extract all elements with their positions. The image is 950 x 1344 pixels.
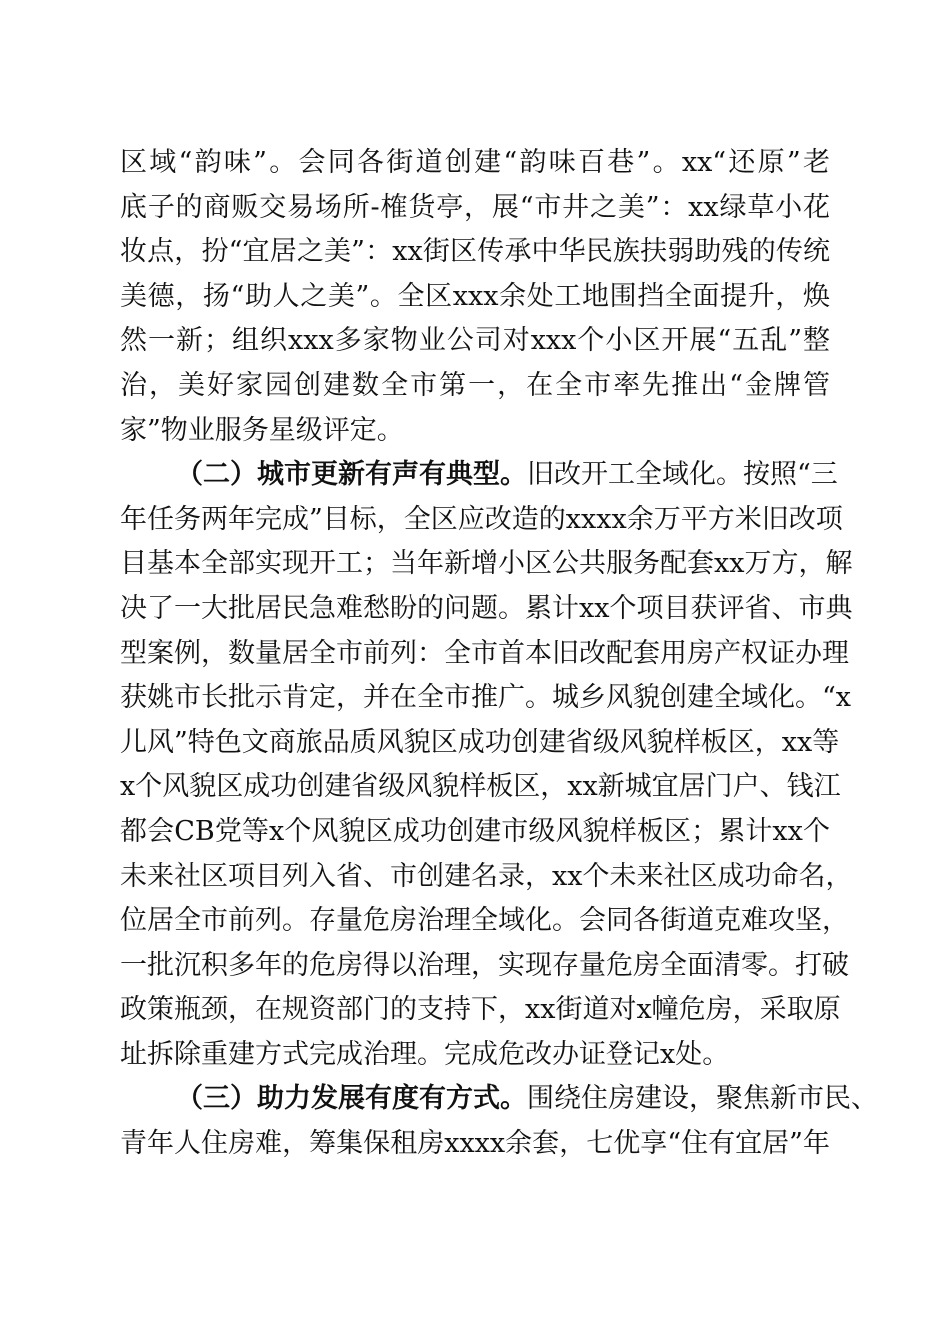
- text-span: 旧改开工全域化。按照“三: [527, 459, 838, 491]
- paragraph-3: [120, 1077, 878, 1166]
- text-line: 政策瓶颈，在规资部门的支持下，xx街道对x幢危房，采取原: [120, 994, 841, 1026]
- text-span: 围绕住房建设，聚焦新市民、: [527, 1083, 878, 1115]
- text-line: 妆点，扮“宜居之美”：xx街区传承中华民族扶弱助残的传统: [120, 236, 830, 268]
- text-line: 都会CB党等x个风貌区成功创建市级风貌样板区；累计xx个: [120, 815, 830, 847]
- text-line: 目基本全部实现开工；当年新增小区公共服务配套xx万方，解: [120, 548, 853, 580]
- text-line: 获姚市长批示肯定，并在全市推广。城乡风貌创建全域化。“x: [120, 682, 852, 714]
- text-line: 型案例，数量居全市前列：全市首本旧改配套用房产权证办理: [120, 637, 849, 669]
- text-line: 区域“韵味”。会同各街道创建“韵味百巷”。xx“还原”老: [120, 147, 830, 178]
- document-page: [120, 141, 878, 1167]
- text-line: 治，美好家园创建数全市第一，在全市率先推出“金牌管: [120, 369, 830, 401]
- text-line: 然一新；组织xxx多家物业公司对xxx个小区开展“五乱”整: [120, 325, 830, 357]
- text-line: 底子的商贩交易场所-榷货亭，展“市井之美”：xx绿草小花: [120, 191, 830, 223]
- paragraph-2: [120, 453, 853, 1077]
- text-line: 位居全市前列。存量危房治理全域化。会同各街道克难攻坚，: [120, 905, 849, 937]
- text-line: 美德，扬“助人之美”。全区xxx余处工地围挡全面提升，焕: [120, 280, 830, 312]
- text-line: 儿风”特色文商旅品质风貌区成功创建省级风貌样板区，xx等: [120, 726, 840, 758]
- text-line: x个风貌区成功创建省级风貌样板区，xx新城宜居门户、钱江: [120, 771, 841, 803]
- text-line: 年任务两年完成”目标，全区应改造的xxxx余万平方米旧改项: [120, 503, 843, 535]
- text-line: [120, 1077, 878, 1122]
- paragraph-1: [120, 141, 830, 453]
- text-line: 址拆除重建方式完成治理。完成危改办证登记x处。: [120, 1038, 730, 1070]
- section-heading: （二）城市更新有声有典型。: [176, 459, 527, 491]
- text-line: 家”物业服务星级评定。: [120, 414, 404, 446]
- text-line: 未来社区项目列入省、市创建名录，xx个未来社区成功命名，: [120, 860, 853, 892]
- section-heading: （三）助力发展有度有方式。: [176, 1083, 527, 1115]
- text-line: [120, 453, 838, 498]
- text-line: 决了一大批居民急难愁盼的问题。累计xx个项目获评省、市典: [120, 592, 853, 624]
- text-line: 青年人住房难，筹集保租房xxxx余套，七优享“住有宜居”年: [120, 1128, 830, 1160]
- text-line: 一批沉积多年的危房得以治理，实现存量危房全面清零。打破: [120, 949, 849, 981]
